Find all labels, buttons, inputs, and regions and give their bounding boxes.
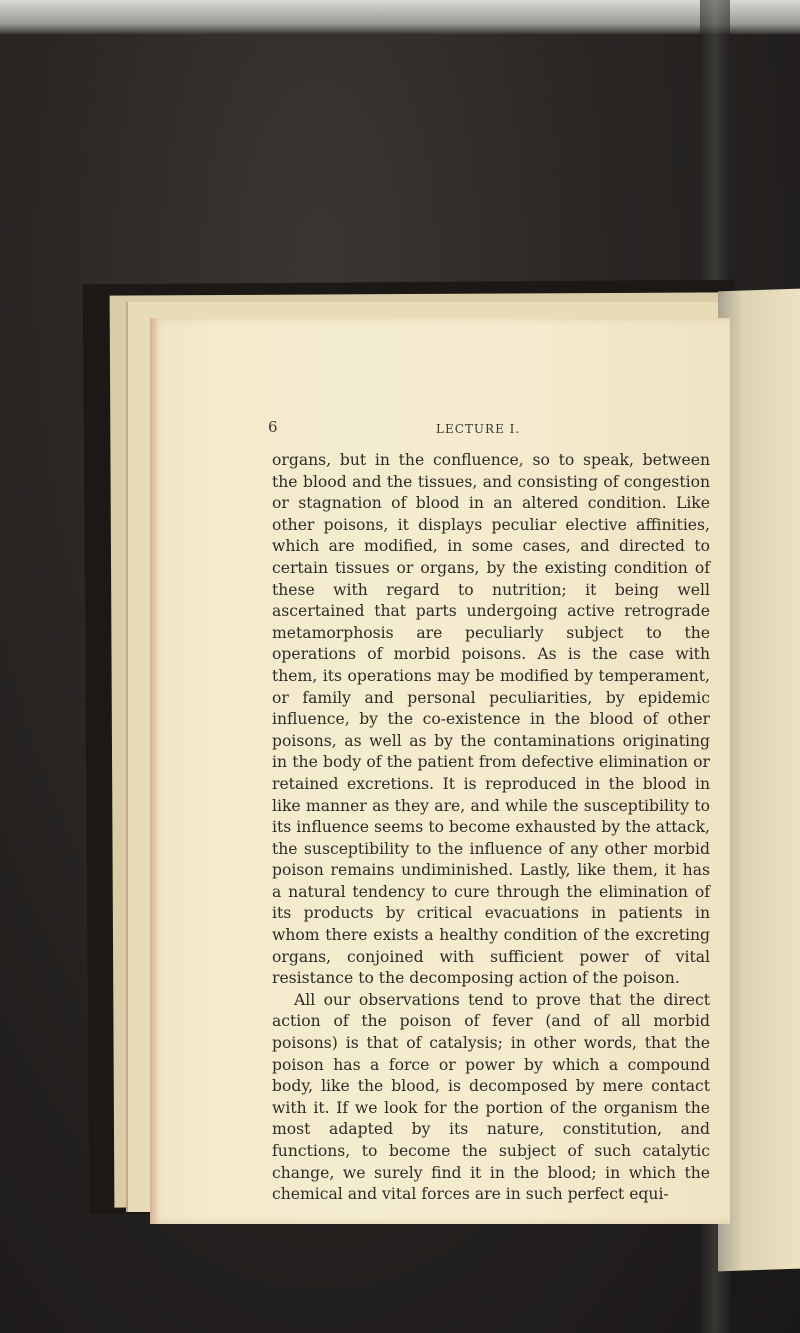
facing-page-ghost-text (732, 428, 800, 430)
page-header (268, 418, 688, 442)
page-body (272, 450, 710, 1206)
paragraph-1: organs, but in the confluence, so to speak, between the blood and the tissues, and consisting of congestion or stagnation of blood in an altered condition. Like other poisons, it displays peculiar elective affinities, which are modified, in some cases, and directed to certain tissues or organs, by the existing condition of these with regard to nutrition; it being well ascertained that parts undergoing active retrograde metamorphosis are peculiarly subject to the operations of morbid poisons. As is the case with them, its operations may be modified by temperament, or family and personal peculiarities, by epidemic influence, by the co-existence in the blood of other poisons, as well as by the contaminations originating in the body of the patient from defective elimination or retained excretions. It is reproduced in the blood in like manner as they are, and while the susceptibility to its influence seems to become exhausted by the attack, the susceptibility to the influence of any other morbid poison remains undiminished. Lastly, like them, it has a natural tendency to cure through the elimination of its products by critical evacuations in patients in whom there exists a healthy condition of the excreting organs, conjoined with sufficient power of vital resistance to the decomposing action of the poison. (272, 451, 710, 988)
running-head: LECTURE I. (436, 422, 521, 436)
page-number: 6 (268, 418, 278, 436)
scanner-edge (0, 0, 800, 34)
facing-page-fragment (718, 289, 800, 1272)
paragraph-2: All our observations tend to prove that the direct action of the poison of fever (and of all morbid poisons) is that of catalysis; in other words, that the poison has a force or power by which a compound body, like the blood, is decomposed by mere contact with it. If we look for the portion of the organism the most adapted by its nature, constitution, and functions, to become the subject of such catalytic change, we surely find it in the blood; in which the chemical and vital forces are in such perfect equi- (272, 990, 710, 1204)
